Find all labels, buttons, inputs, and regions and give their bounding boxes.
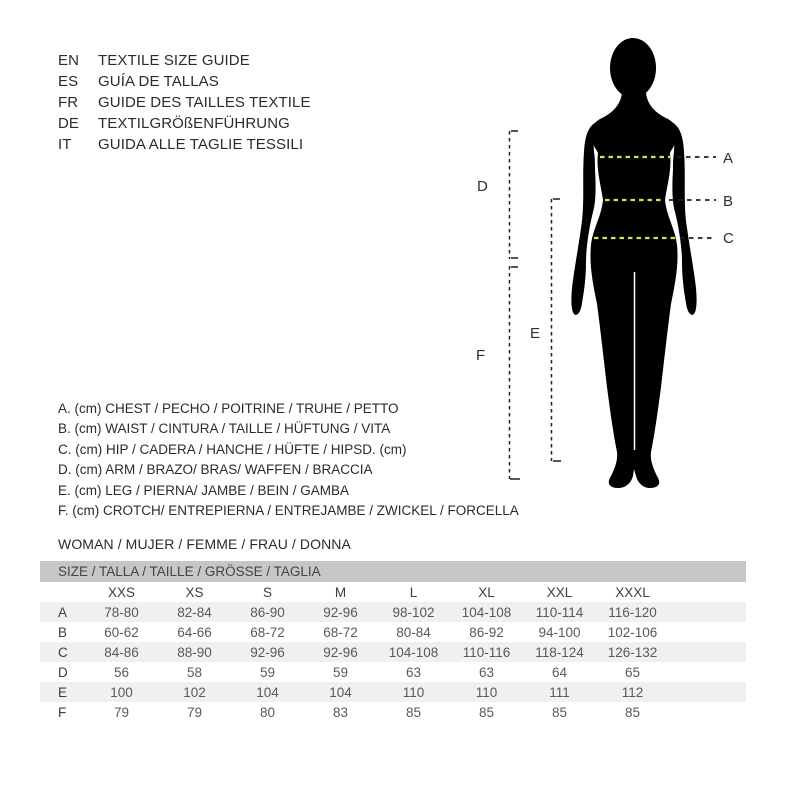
cell: 104 [256,684,279,700]
language-title-list [58,50,311,155]
cell: 110 [475,684,498,700]
table-row-chest [40,602,746,622]
cell: 116-120 [608,604,657,620]
language-row [58,134,311,155]
table-row-hip [40,642,746,662]
cell: 102 [183,684,206,700]
cell: 85 [551,704,568,720]
language-row [58,50,311,71]
cell: 88-90 [177,644,212,660]
cell-filler [669,682,746,702]
cell: 78-80 [104,604,139,620]
cell: 85 [405,704,422,720]
section-title-woman: WOMAN / MUJER / FEMME / FRAU / DONNA [58,536,351,552]
cell: 112 [621,684,644,700]
cell: 110 [402,684,425,700]
cell: 56 [113,664,130,680]
language-code: IT [58,136,72,153]
legend-chest: A. (cm) CHEST / PECHO / POITRINE / TRUHE / PETTO [58,401,399,416]
cell: 64-66 [177,624,212,640]
cell-filler [669,662,746,682]
size-col-header: XXS [107,584,135,600]
cell: 100 [110,684,133,700]
cell: 111 [549,684,570,700]
cell: 85 [624,704,641,720]
crotch-label: F [476,347,486,364]
cell: 102-106 [607,624,658,640]
cell: 60-62 [104,624,139,640]
cell: 85 [478,704,495,720]
cell: 59 [259,664,276,680]
size-table [40,582,746,722]
cell: 110-116 [462,644,511,660]
cell: 126-132 [607,644,658,660]
arm-label: D [477,178,488,195]
cell-filler [669,702,746,722]
cell: 59 [332,664,349,680]
language-title: TEXTILGRÖßENFÜHRUNG [98,115,290,132]
legend-hip: C. (cm) HIP / CADERA / HANCHE / HÜFTE / HIPSD. (cm) [58,441,407,457]
measurement-legend [58,399,519,521]
cell: 65 [624,664,641,680]
size-col-header: L [409,584,418,600]
table-row-crotch [40,702,746,722]
chest-label: A [723,150,734,167]
row-label: F [58,704,67,720]
cell: 64 [551,664,568,680]
row-label: C [58,644,68,660]
size-col-header: M [334,584,347,600]
language-code: ES [58,73,79,90]
cell: 79 [113,704,130,720]
table-row-leg [40,682,746,702]
size-col-header: XXL [546,584,573,600]
cell: 104 [329,684,352,700]
cell: 68-72 [250,624,285,640]
size-table-section [40,561,746,722]
cell: 92-96 [323,644,358,660]
size-col-header: XL [478,584,495,600]
language-code: EN [58,52,80,69]
cell-filler [669,642,746,662]
cell: 92-96 [323,604,358,620]
language-title: TEXTILE SIZE GUIDE [98,52,250,69]
language-title: GUIDA ALLE TAGLIE TESSILI [98,136,304,153]
cell: 98-102 [392,604,435,620]
cell-filler [669,622,746,642]
cell: 63 [478,664,495,680]
cell: 86-90 [250,604,285,620]
row-label: B [58,624,68,640]
cell: 110-114 [535,604,584,620]
language-title: GUIDE DES TAILLES TEXTILE [98,94,311,111]
size-col-header: S [262,584,272,600]
language-code: FR [58,94,79,111]
language-row [58,113,311,134]
cell: 84-86 [104,644,139,660]
legend-waist: B. (cm) WAIST / CINTURA / TAILLE / HÜFTUNG / VITA [58,421,391,437]
silhouette-head [610,38,656,98]
row-label: D [58,664,68,680]
cell: 80 [259,704,276,720]
cell: 79 [186,704,203,720]
cell: 92-96 [250,644,285,660]
cell: 94-100 [538,624,581,640]
cell: 104-108 [461,604,512,620]
cell: 63 [405,664,422,680]
cell: 86-92 [469,624,504,640]
cell: 104-108 [388,644,439,660]
size-table-title: SIZE / TALLA / TAILLE / GRÖSSE / TAGLIA [40,561,746,582]
legend-leg: E. (cm) LEG / PIERNA/ JAMBE / BEIN / GAMBA [58,482,350,498]
language-code: DE [58,115,80,132]
hip-label: C [723,230,734,247]
table-row-arm [40,662,746,682]
size-header-row [40,582,746,602]
legend-crotch: F. (cm) CROTCH/ ENTREPIERNA / ENTREJAMBE / ZWICKEL / FORCELLA [58,503,519,519]
cell: 68-72 [323,624,358,640]
size-col-header: XS [185,584,204,600]
cell: 80-84 [396,624,431,640]
table-row-waist [40,622,746,642]
leg-label: E [530,325,541,342]
language-row [58,71,311,92]
size-header-filler [669,582,746,602]
language-row [58,92,311,113]
size-col-header: XXXL [615,584,650,600]
waist-label: B [723,193,734,210]
cell: 118-124 [535,644,584,660]
cell: 82-84 [177,604,212,620]
cell: 83 [332,704,349,720]
size-header-spacer [40,582,85,602]
cell-filler [669,602,746,622]
row-label: E [58,684,68,700]
legend-arm: D. (cm) ARM / BRAZO/ BRAS/ WAFFEN / BRACCIA [58,462,373,478]
cell: 58 [186,664,203,680]
row-label: A [58,604,68,620]
language-title: GUÍA DE TALLAS [98,73,219,90]
